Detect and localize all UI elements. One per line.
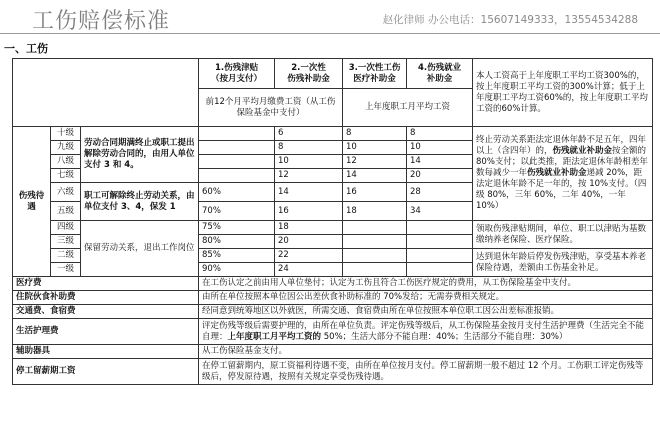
col2-cell: 24 (275, 263, 343, 277)
header-lump-sum-medical: 3.一次性工伤 医疗补助金 (343, 59, 407, 89)
col4-cell (407, 249, 473, 263)
table-row (13, 305, 653, 319)
header-blank-cell (13, 59, 199, 127)
col2-cell: 18 (275, 221, 343, 235)
group1-description: 劳动合同期满终止或职工提出解除劳动合同的，由用人单位支付 3 和 4。 (81, 127, 199, 183)
col2-cell: 16 (275, 202, 343, 221)
group2-description: 职工可解除终止劳动关系，由单位支付 3、4，保发 1 (81, 183, 199, 221)
header-lump-sum-disability: 2.一次性 伤残补助金 (275, 59, 343, 89)
col2-cell: 20 (275, 235, 343, 249)
subheader-avg-contribution: 前12个月平均月缴费工资（从工伤保险基金中支付） (199, 89, 343, 127)
col4-cell: 10 (407, 141, 473, 155)
table-row (13, 291, 653, 305)
col2-cell: 22 (275, 249, 343, 263)
col3-cell (343, 221, 407, 235)
col3-cell: 8 (343, 127, 407, 141)
table-row (13, 319, 653, 345)
benefit-label: 医疗费 (13, 277, 199, 291)
col3-cell (343, 263, 407, 277)
col4-cell: 34 (407, 202, 473, 221)
compensation-table (12, 58, 653, 385)
col1-cell: 60% (199, 183, 275, 202)
table-row (13, 345, 653, 359)
benefit-label: 辅助器具 (13, 345, 199, 359)
col3-cell: 10 (343, 141, 407, 155)
table-row (13, 359, 653, 385)
col1-cell (199, 141, 275, 155)
benefit-text: 在停工留薪期内，原工资福利待遇不变，由所在单位按月支付。停工留薪期一般不超过 12 个月。工伤职工评定伤残等级后，停发原待遇，按照有关规定享受伤残待遇。 (199, 359, 653, 385)
col2-cell: 8 (275, 141, 343, 155)
subheader-avg-wage: 上年度职工月平均工资 (343, 89, 473, 127)
level-cell: 四级 (51, 221, 81, 235)
col3-cell (343, 235, 407, 249)
benefit-label: 交通费、食宿费 (13, 305, 199, 319)
header-employment-subsidy: 4.伤残就业 补助金 (407, 59, 473, 89)
col1-cell: 85% (199, 249, 275, 263)
retirement-note: 达到退休年龄后停发伤残津贴，享受基本养老保险待遇，差额由工伤基金补足。 (473, 249, 653, 277)
level-cell: 七级 (51, 169, 81, 183)
benefit-label: 停工留薪期工资 (13, 359, 199, 385)
col1-cell: 80% (199, 235, 275, 249)
table-row (13, 127, 653, 141)
col4-cell (407, 235, 473, 249)
col4-cell: 14 (407, 155, 473, 169)
col2-cell: 12 (275, 169, 343, 183)
col2-cell: 14 (275, 183, 343, 202)
level-cell: 六级 (51, 183, 81, 202)
employment-subsidy-note: 终止劳动关系距法定退休年龄不足五年，四年以上（含四年）的，伤残就业补助金按全额的 80%支付；以此类推，距法定退休年龄相差年数每减少一年伤残就业补助金递减 20%，距法定退休年龄不足一年的，按 10%支付。（四级 80%，三年 60%，二年 40%，一年 10%） (473, 127, 653, 221)
wage-cap-note: 本人工资高于上年度职工平均工资300%的，按上年度职工平均工资的300%计算；低于上年度职工平均工资60%的，按上年度职工平均工资的60%计算。 (473, 59, 653, 127)
lawyer-contact: 赵化律师 办公电话：15607149333，13554534288 (382, 14, 638, 26)
section-heading: 一、工伤 (4, 42, 48, 55)
document-title: 工伤赔偿标准 (32, 9, 171, 34)
level-cell: 二级 (51, 249, 81, 263)
col2-cell: 6 (275, 127, 343, 141)
col2-cell: 10 (275, 155, 343, 169)
col3-cell: 18 (343, 202, 407, 221)
benefit-label: 生活护理费 (13, 319, 199, 345)
table-header-row (13, 59, 653, 89)
col1-cell (199, 169, 275, 183)
col1-cell: 90% (199, 263, 275, 277)
benefit-text: 经同意到统筹地区以外就医，所需交通、食宿费由所在单位按照本单位职工因公出差标准报销。 (199, 305, 653, 319)
col4-cell: 8 (407, 127, 473, 141)
col4-cell (407, 263, 473, 277)
col4-cell (407, 221, 473, 235)
col3-cell (343, 249, 407, 263)
benefit-text: 从工伤保险基金支付。 (199, 345, 653, 359)
level-cell: 八级 (51, 155, 81, 169)
col1-cell (199, 127, 275, 141)
header-disability-allowance: 1.伤残津贴 （按月支付） (199, 59, 275, 89)
header-divider (0, 33, 660, 34)
level-cell: 十级 (51, 127, 81, 141)
benefit-text: 评定伤残等级后需要护理的，由所在单位负责。评定伤残等级后，从工伤保险基金按月支付生活护理费（生活完全不能自理：上年度职工月平均工资的 50%；生活大部分不能自理：40%；生活部分不能自理：30%） (199, 319, 653, 345)
level-cell: 一级 (51, 263, 81, 277)
table-row (13, 221, 653, 235)
col1-cell (199, 155, 275, 169)
level-cell: 九级 (51, 141, 81, 155)
col1-cell: 75% (199, 221, 275, 235)
col1-cell: 70% (199, 202, 275, 221)
col4-cell: 28 (407, 183, 473, 202)
col3-cell: 14 (343, 169, 407, 183)
benefit-text: 在工伤认定之前由用人单位垫付；认定为工伤且符合工伤医疗规定的费用，从工伤保险基金中支付。 (199, 277, 653, 291)
col3-cell: 16 (343, 183, 407, 202)
level-cell: 五级 (51, 202, 81, 221)
col4-cell: 20 (407, 169, 473, 183)
document-header (0, 0, 660, 34)
benefit-text: 由所在单位按照本单位因公出差伙食补助标准的 70%发给；无需券费相关规定。 (199, 291, 653, 305)
level-cell: 三级 (51, 235, 81, 249)
benefit-label: 住院伙食补助费 (13, 291, 199, 305)
group3-description: 保留劳动关系，退出工作岗位 (81, 221, 199, 277)
disability-benefits-label: 伤残待遇 (13, 127, 51, 277)
col3-cell: 12 (343, 155, 407, 169)
table-row (13, 277, 653, 291)
insurance-contribution-note: 领取伤残津贴期间，单位、职工以津贴为基数缴纳养老保险、医疗保险。 (473, 221, 653, 249)
